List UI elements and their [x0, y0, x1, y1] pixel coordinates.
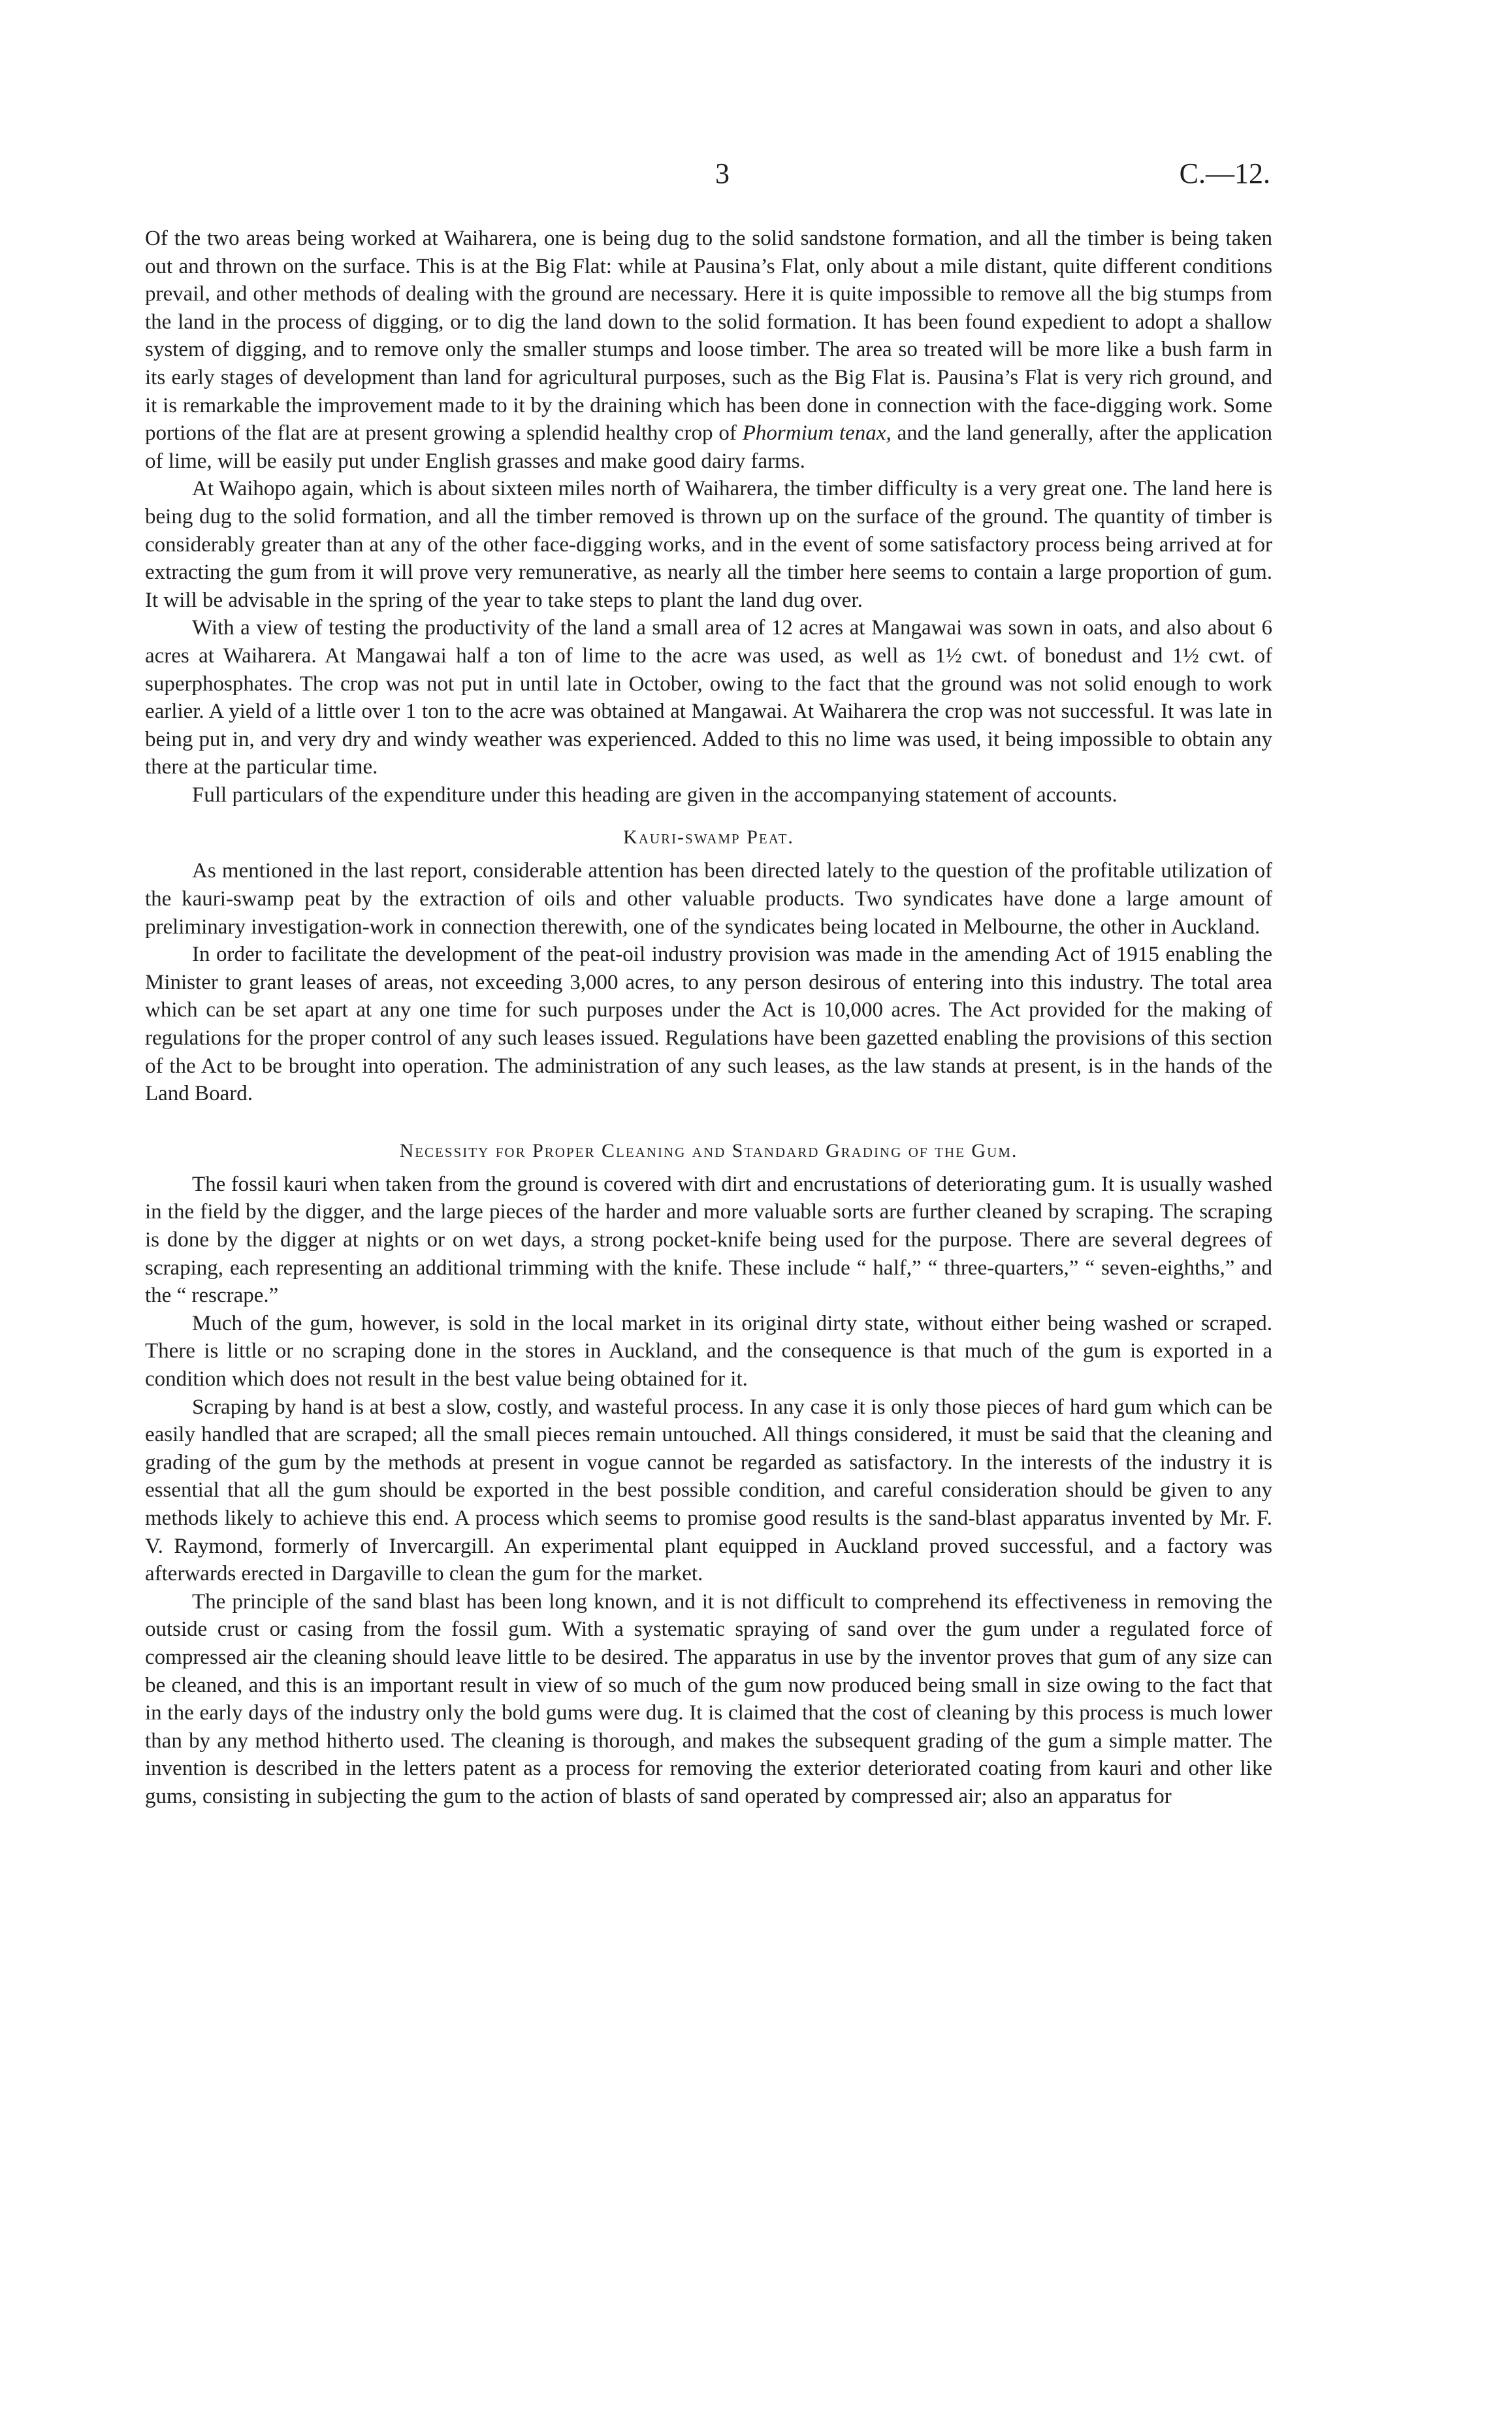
page-number: 3	[715, 157, 730, 189]
paragraph-local-market: Much of the gum, however, is sold in the local market in its original dirty state, without either being washed or scraped. There is little or no scraping done in the stores in Auckland, and the consequence is that much of the gum is exported in a condition which does not result in the best value being obtained for it.	[145, 1311, 1272, 1391]
paragraph-text-continued: and the land generally, after the application of lime, will be easily put under English grasses and make good dairy farms.	[145, 421, 1273, 473]
paragraph-peat-oil-leases: In order to facilitate the development of the peat-oil industry provision was made in the amending Act of 1915 enabling the Minister to grant leases of areas, not exceeding 3,000 acres, to any person desirous of entering into this industry. The total area which can be set apart at any one time for such purposes under the Act is 10,000 acres. The Act provided for the making of regulations for the proper control of any such leases issued. Regulations have been gazetted enabling the provisions of this section of the Act to be brought into operation. The administration of any such leases, as the law stands at present, is in the hands of the Land Board.	[145, 943, 1272, 1106]
paragraph-text: Of the two areas being worked at Waiharera, one is being dug to the solid sandstone formation, and all the timber is being taken out and thrown on the surface. This is at the Big Flat: while at Pausina’s Flat, only about a mile distant, quite different conditions prevail, and other methods of dealing with the ground are necessary. Here it is quite impossible to remove all the big stumps from the land in the process of digging, or to dig the land down to the solid formation. It has been found expedient to adopt a shallow system of digging, and to remove only the smaller stumps and loose timber. The area so treated will be more like a bush farm in its early stages of development than land for agricultural purposes, such as the Big Flat is. Pausina’s Flat is very rich ground, and it is remarkable the improvement made to it by the draining which has been done in connection with the face-digging work. Some portions of the flat are at present growing a splendid healthy crop of	[145, 227, 1272, 446]
paragraph-sand-blast: The principle of the sand blast has been long known, and it is not difficult to comprehend its effectiveness in removing the outside crust or casing from the fossil gum. With a systematic spraying of sand over the gum under a regulated force of compressed air the cleaning should leave little to be desired. The apparatus in use by the inventor proves that gum of any size can be cleaned, and this is an important result in view of so much of the gum now produced being small in size owing to the fact that in the early days of the industry only the bold gums were dug. It is claimed that the cost of cleaning by this process is much lower than by any method hitherto used. The cleaning is thorough, and makes the subsequent grading of the gum a simple matter. The invention is described in the letters patent as a process for removing the exterior deteriorated coating from kauri and other like gums, consisting in subjecting the gum to the action of blasts of sand operated by compressed air; also an apparatus for	[145, 1589, 1272, 1808]
paragraph-waiharera	[145, 225, 1272, 475]
paragraph-waihopo: At Waihopo again, which is about sixteen miles north of Waiharera, the timber difficulty is a very great one. The land here is being dug to the solid formation, and all the timber removed is thrown up on the surface of the ground. The quantity of timber is considerably greater than at any of the other face-digging works, and in the event of some satisfactory process being arrived at for extracting the gum from it will prove very remunerative, as nearly all the timber here seems to contain a large proportion of gum. It will be advisable in the spring of the year to take steps to plant the land dug over.	[145, 477, 1272, 612]
page-header	[147, 157, 1270, 203]
paragraph-peat-utilization: As mentioned in the last report, considerable attention has been directed lately to the question of the profitable utilization of the kauri-swamp peat by the extraction of oils and other valuable products. Two syndicates have done a large amount of preliminary investigation-work in connection therewith, one of the syndicates being located in Melbourne, the other in Auckland.	[145, 859, 1272, 939]
paragraph-expenditure: Full particulars of the expenditure under this heading are given in the accompanying statement of accounts.	[192, 783, 1118, 807]
section-heading-kauri-swamp-peat: Kauri-swamp Peat.	[623, 826, 794, 849]
document-reference: C.—12.	[1179, 157, 1270, 189]
species-name: Phormium tenax,	[742, 421, 892, 446]
paragraph-scraping-by-hand: Scraping by hand is at best a slow, costly, and wasteful process. In any case it is only those pieces of hard gum which can be easily handled that are scraped; all the small pieces remain untouched. All things considered, it must be said that the cleaning and grading of the gum by the methods at present in vogue cannot be regarded as satisfactory. In the interests of the industry it is essential that all the gum should be exported in the best possible condition, and careful consideration should be given to any methods likely to achieve this end. A process which seems to promise good results is the sand-blast apparatus invented by Mr. F. V. Raymond, formerly of Invercargill. An experimental plant equipped in Auckland proved successful, and a factory was afterwards erected in Dargaville to clean the gum for the market.	[145, 1395, 1272, 1586]
document-body	[145, 225, 1272, 1810]
paragraph-fossil-kauri: The fossil kauri when taken from the ground is covered with dirt and encrustations of deteriorating gum. It is usually washed in the field by the digger, and the large pieces of the harder and more valuable sorts are further cleaned by scraping. The scraping is done by the digger at nights or on wet days, a strong pocket-knife being used for the purpose. There are several degrees of scraping, each representing an additional trimming with the knife. These include “ half,” “ three-quarters,” “ seven-eighths,” and the “ rescrape.”	[145, 1172, 1272, 1308]
paragraph-productivity: With a view of testing the productivity of the land a small area of 12 acres at Mangawai was sown in oats, and also about 6 acres at Waiharera. At Mangawai half a ton of lime to the acre was used, as well as 1½ cwt. of bonedust and 1½ cwt. of superphosphates. The crop was not put in until late in October, owing to the fact that the ground was not solid enough to work earlier. A yield of a little over 1 ton to the acre was obtained at Mangawai. At Waiharera the crop was not successful. It was late in being put in, and very dry and windy weather was experienced. Added to this no lime was used, it being impossible to obtain any there at the particular time.	[145, 616, 1272, 779]
section-heading-cleaning-grading: Necessity for Proper Cleaning and Standard Grading of the Gum.	[399, 1139, 1018, 1162]
